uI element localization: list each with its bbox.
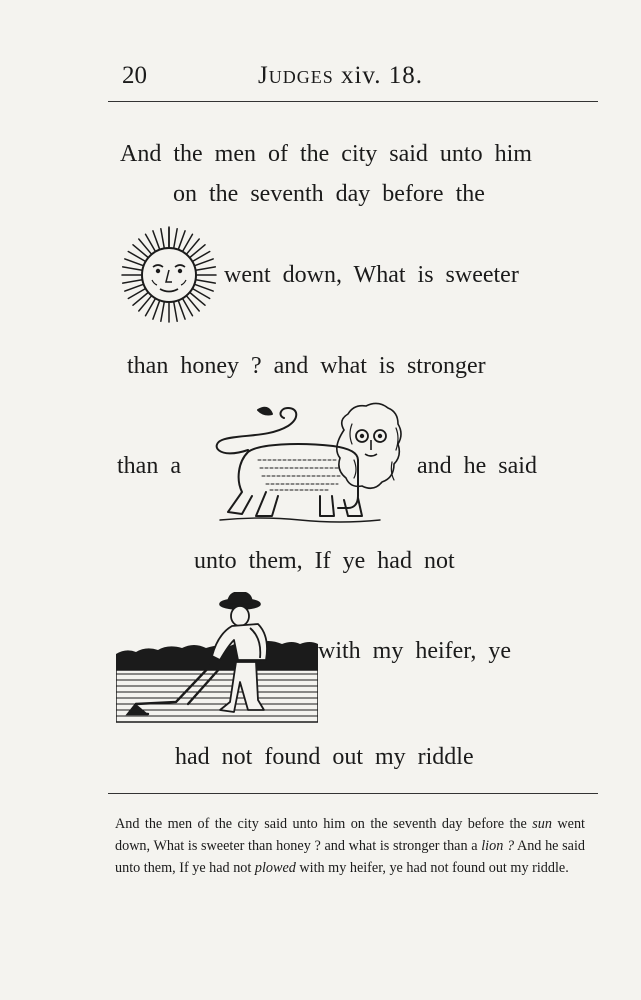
page-number: 20 <box>122 62 147 89</box>
footnote-rule <box>108 793 598 794</box>
man-plowing-icon <box>116 592 318 724</box>
lion-icon <box>208 400 408 528</box>
footnote-part-1: And the men of the city said unto him on the seventh day before the <box>115 816 533 832</box>
rebus-line-8: had not found out my riddle <box>175 744 474 770</box>
footnote-part-3: And he said unto them, If ye had not <box>115 838 585 876</box>
rebus-line-1: And the men of the city said unto him <box>120 141 532 167</box>
header-rule <box>108 101 598 102</box>
rebus-line-4: than honey ? and what is stronger <box>127 353 486 379</box>
footnote-part-4: with my heifer, ye had not found out my riddle. <box>295 860 569 876</box>
page-header <box>0 62 641 94</box>
rebus-line-5-start: than a <box>117 453 181 479</box>
footnote-sun-word: sun <box>532 816 552 832</box>
footnote-lion-word: lion ? <box>481 838 515 854</box>
rebus-line-7: with my heifer, ye <box>318 638 511 664</box>
rebus-line-3: went down, What is sweeter <box>224 262 519 288</box>
sun-icon <box>119 225 219 325</box>
footnote-plowed-word: plowed <box>254 860 296 876</box>
footnote-text <box>115 813 585 879</box>
rebus-line-2: on the seventh day before the <box>173 181 485 207</box>
rebus-line-6: unto them, If ye had not <box>194 548 455 574</box>
running-title <box>258 62 423 90</box>
rebus-line-5-end: and he said <box>417 453 537 479</box>
running-title-book: Judges <box>258 62 334 89</box>
footnote-part-2: went down, What is sweeter than honey ? and what is stronger than a <box>115 816 585 854</box>
running-title-reference: xiv. 18. <box>340 62 424 89</box>
